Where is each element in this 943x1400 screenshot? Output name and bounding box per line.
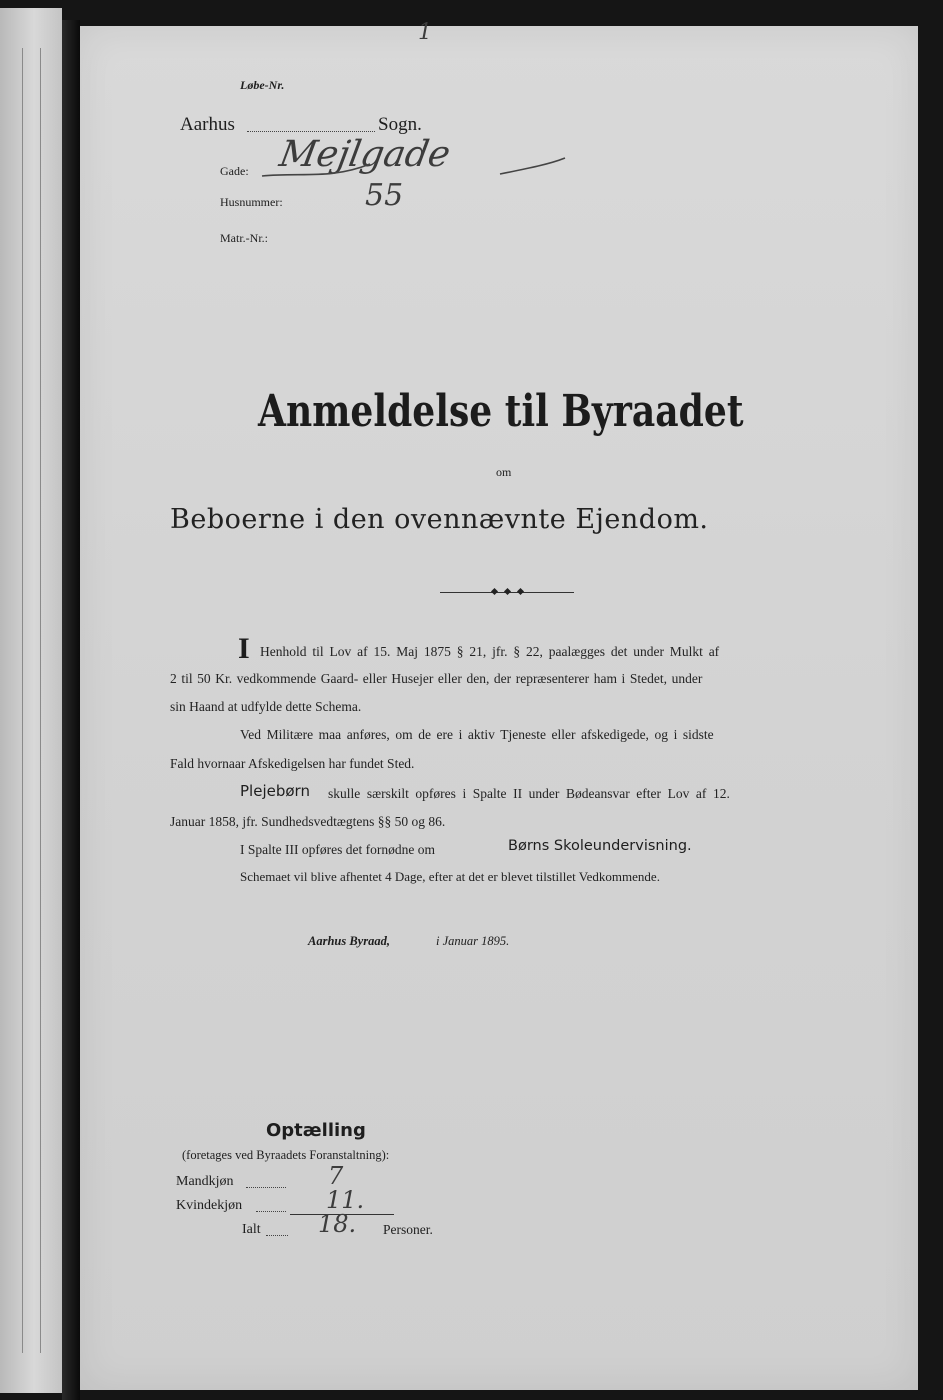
document-page [80, 20, 918, 1390]
gade-handwritten: Mejlgade [276, 134, 454, 175]
mandkjon-dots [246, 1187, 286, 1188]
ialt-label: Ialt [242, 1222, 261, 1237]
document-subtitle: Beboerne i den ovennævnte Ejendom. [170, 504, 709, 535]
kvindekjon-dots [256, 1211, 286, 1212]
plejeborn-emphasis: Plejebørn [240, 782, 310, 800]
gade-flourish [260, 154, 570, 184]
skoleundervisning-emphasis: Børns Skoleundervisning. [508, 838, 692, 854]
paragraph-2-line-2: Fald hvornaar Afskedigelsen har fundet Sted. [170, 756, 415, 771]
paragraph-1-line-3: sin Haand at udfylde dette Schema. [170, 699, 362, 714]
kvindekjon-label: Kvindekjøn [176, 1198, 243, 1213]
paragraph-4-prefix: I Spalte III opføres det fornødne om [240, 842, 435, 857]
signature-date: i Januar 1895. [436, 934, 510, 948]
signature-org: Aarhus Byraad, [308, 934, 390, 948]
title-om: om [496, 465, 512, 479]
paragraph-1-line-1: Henhold til Lov af 15. Maj 1875 § 21, jfr. § 22, paalægges det under Mulkt af [260, 644, 720, 659]
page-mark: 1 [418, 20, 432, 45]
husnummer-handwritten: 55 [365, 178, 404, 213]
book-binding [62, 20, 80, 1400]
personer-label: Personer. [383, 1222, 433, 1237]
husnummer-label: Husnummer: [220, 195, 283, 209]
left-page-edge [0, 8, 62, 1393]
paragraph-2-line-1: Ved Militære maa anføres, om de ere i aktiv Tjeneste eller afskedigede, og i sidste [240, 727, 714, 742]
ornament-diamond [504, 588, 511, 595]
ialt-dots [266, 1235, 288, 1236]
mandkjon-handwritten: 7 [328, 1162, 344, 1190]
paragraph-3-line-2: Januar 1858, jfr. Sundhedsvedtægtens §§ 50 og 86. [170, 814, 446, 829]
mandkjon-label: Mandkjøn [176, 1174, 234, 1189]
paragraph-3-line-1: skulle særskilt opføres i Spalte II under Bødeansvar efter Lov af 12. [328, 786, 730, 801]
matr-nr-label: Matr.-Nr.: [220, 231, 268, 245]
page-edge-line [22, 48, 23, 1353]
paragraph-1-line-2: 2 til 50 Kr. vedkommende Gaard- eller Husejer eller den, der repræsenterer ham i Stedet, under [170, 671, 703, 686]
document-title: Anmeldelse til Byraadet [258, 386, 744, 437]
ornament-diamond [491, 588, 498, 595]
aarhus-label: Aarhus [180, 114, 235, 135]
page-edge-line [40, 48, 41, 1353]
drop-initial: I [238, 632, 250, 665]
sogn-label: Sogn. [378, 114, 422, 135]
ialt-handwritten: 18. [318, 1210, 357, 1238]
gade-label: Gade: [220, 164, 249, 178]
paragraph-5: Schemaet vil blive afhentet 4 Dage, efter at det er blevet tilstillet Vedkommende. [240, 869, 660, 884]
count-heading: Optælling [266, 1120, 366, 1141]
ornament-diamond [517, 588, 524, 595]
sogn-dotted-line [247, 131, 375, 132]
kvindekjon-handwritten: 11. [326, 1186, 365, 1214]
count-note: (foretages ved Byraadets Foranstaltning): [182, 1148, 390, 1162]
lobe-nr-label: Løbe-Nr. [240, 78, 285, 92]
